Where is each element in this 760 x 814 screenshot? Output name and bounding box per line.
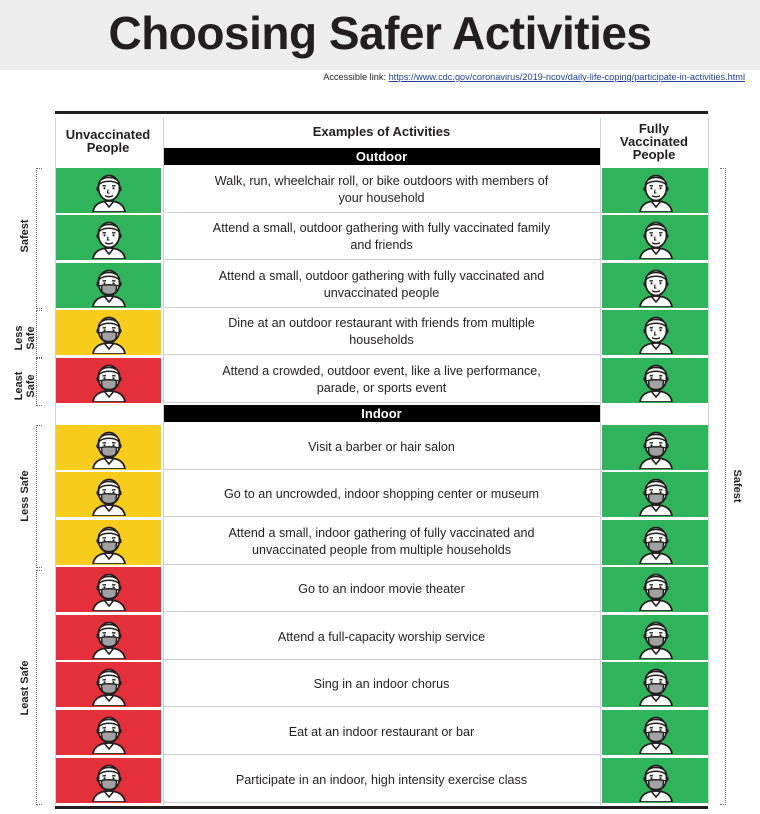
bracket-right-safest: [720, 168, 726, 805]
face-icon: [638, 170, 674, 212]
activity-row: [163, 710, 600, 755]
unvaccinated-cell: [55, 263, 161, 308]
masked-face-icon: [91, 569, 127, 611]
masked-face-icon: [91, 265, 127, 307]
activity-text: Dine at an outdoor restaurant with friends from multiple households: [228, 316, 535, 347]
bracket-less-safe-indoor: [36, 425, 42, 568]
unvaccinated-cell: [55, 567, 161, 612]
face-icon: [638, 312, 674, 354]
masked-face-icon: [91, 360, 127, 402]
left-label-less-safe-indoor: Less Safe: [19, 470, 31, 522]
unvaccinated-cell: [55, 358, 161, 403]
activity-text: Sing in an indoor chorus: [313, 676, 450, 691]
activity-text: Participate in an indoor, high intensity exercise class: [235, 772, 528, 787]
vaccinated-cell: [602, 425, 708, 470]
activity-text: Go to an uncrowded, indoor shopping center or museum: [223, 486, 540, 501]
bottom-rule: [55, 806, 708, 809]
vaccinated-cell: [602, 710, 708, 755]
activity-row: [163, 425, 600, 470]
vaccinated-cell: [602, 520, 708, 565]
left-label-less-safe-outdoor: Less Safe: [13, 325, 37, 351]
face-icon: [638, 217, 674, 259]
vaccinated-cell: [602, 615, 708, 660]
unvaccinated-cell: [55, 662, 161, 707]
activity-text: Visit a barber or hair salon: [308, 439, 455, 454]
masked-face-icon: [638, 760, 674, 802]
activity-text: Eat at an indoor restaurant or bar: [288, 724, 475, 739]
vaccinated-cell: [602, 310, 708, 355]
masked-face-icon: [638, 522, 674, 564]
masked-face-icon: [638, 712, 674, 754]
masked-face-icon: [638, 664, 674, 706]
grid-divider: [600, 118, 601, 805]
bracket-least-safe-indoor: [36, 570, 42, 805]
activity-row: [163, 758, 600, 803]
vaccinated-cell: [602, 662, 708, 707]
unvaccinated-cell: [55, 710, 161, 755]
activity-row: [163, 263, 600, 308]
activity-row: [163, 662, 600, 707]
page-title: Choosing Safer Activities: [108, 7, 652, 59]
accessible-link[interactable]: https://www.cdc.gov/coronavirus/2019-ncov/daily-life-coping/participate-in-activities.html: [388, 72, 745, 82]
vaccinated-cell: [602, 472, 708, 517]
unvaccinated-cell: [55, 425, 161, 470]
activity-row: [163, 358, 600, 403]
unvaccinated-cell: [55, 310, 161, 355]
vaccinated-header: Fully Vaccinated People: [620, 121, 688, 162]
vaccinated-cell: [602, 263, 708, 308]
unvaccinated-header: Unvaccinated People: [65, 127, 151, 155]
masked-face-icon: [91, 474, 127, 516]
masked-face-icon: [638, 617, 674, 659]
masked-face-icon: [91, 617, 127, 659]
face-icon: [638, 265, 674, 307]
unvaccinated-cell: [55, 615, 161, 660]
unvaccinated-cell: [55, 168, 161, 213]
vaccinated-cell: [602, 358, 708, 403]
top-rule: [55, 111, 708, 114]
bracket-least-safe-outdoor: [36, 358, 42, 406]
bracket-less-safe-outdoor: [36, 310, 42, 358]
grid-divider: [708, 118, 709, 805]
activity-row: [163, 615, 600, 660]
activity-text: Attend a small, outdoor gathering with fully vaccinated and unvaccinated people: [218, 269, 545, 300]
activity-text: Attend a small, outdoor gathering with fully vaccinated family and friends: [212, 221, 551, 252]
unvaccinated-cell: [55, 472, 161, 517]
masked-face-icon: [638, 360, 674, 402]
masked-face-icon: [91, 664, 127, 706]
activity-row: [163, 168, 600, 213]
face-icon: [91, 170, 127, 212]
activity-text: Walk, run, wheelchair roll, or bike outdoors with members of your household: [214, 174, 549, 205]
unvaccinated-cell: [55, 520, 161, 565]
masked-face-icon: [91, 712, 127, 754]
accessible-link-label: Accessible link:: [323, 72, 386, 82]
masked-face-icon: [638, 569, 674, 611]
masked-face-icon: [638, 427, 674, 469]
vaccinated-cell: [602, 215, 708, 260]
section-bar-outdoor: Outdoor: [163, 148, 600, 165]
activity-text: Attend a full-capacity worship service: [277, 629, 486, 644]
left-label-least-safe-indoor: Least Safe: [19, 660, 31, 716]
left-label-least-safe-outdoor: Least Safe: [13, 371, 37, 401]
vaccinated-cell: [602, 567, 708, 612]
masked-face-icon: [91, 427, 127, 469]
activity-row: [163, 520, 600, 565]
activity-text: Attend a small, indoor gathering of fully vaccinated and unvaccinated people from multiple households: [228, 526, 535, 557]
activity-text: Go to an indoor movie theater: [298, 581, 465, 596]
grid-divider: [163, 118, 164, 805]
face-icon: [91, 217, 127, 259]
activity-row: [163, 472, 600, 517]
unvaccinated-cell: [55, 215, 161, 260]
unvaccinated-cell: [55, 758, 161, 803]
right-label-safest: Safest: [731, 469, 743, 503]
accessible-link-line: [323, 72, 745, 82]
vaccinated-cell: [602, 758, 708, 803]
activity-row: [163, 310, 600, 355]
activity-text: Attend a crowded, outdoor event, like a live performance, parade, or sports event: [222, 364, 541, 395]
section-bar-indoor: Indoor: [163, 405, 600, 422]
bracket-safest: [36, 168, 42, 309]
activity-row: [163, 567, 600, 612]
left-label-safest: Safest: [19, 219, 31, 253]
activity-row: [163, 215, 600, 260]
masked-face-icon: [91, 760, 127, 802]
masked-face-icon: [638, 474, 674, 516]
masked-face-icon: [91, 522, 127, 564]
vaccinated-cell: [602, 168, 708, 213]
masked-face-icon: [91, 312, 127, 354]
examples-header: Examples of Activities: [312, 124, 451, 139]
grid-divider: [55, 118, 56, 805]
